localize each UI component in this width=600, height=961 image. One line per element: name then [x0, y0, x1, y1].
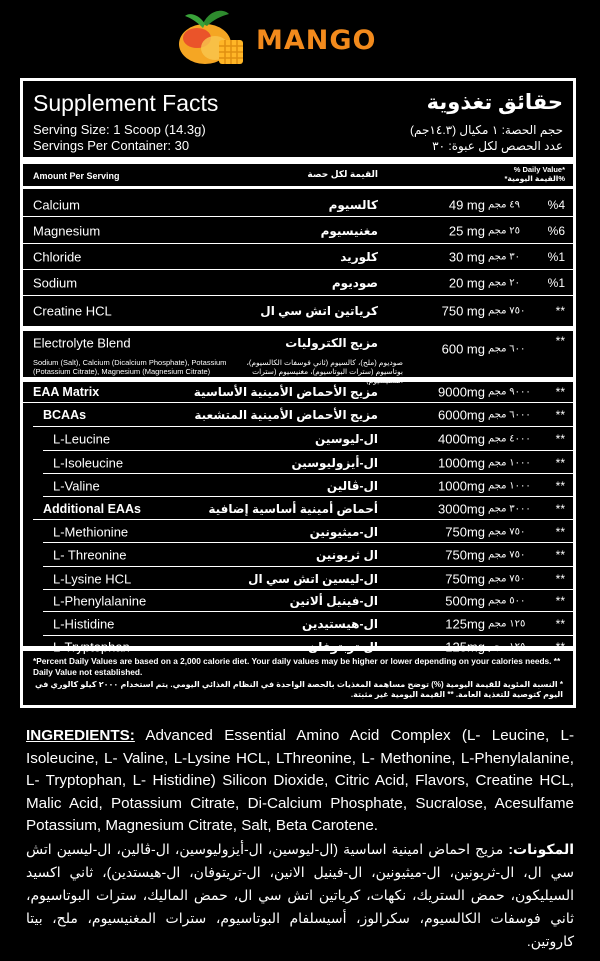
- facts-row: [23, 520, 573, 543]
- serving-size: Serving Size: 1 Scoop (14.3g): [33, 122, 206, 137]
- nutrient-name: L- Threonine: [53, 547, 127, 563]
- amount-arabic: ٧٥٠ مجم: [488, 549, 526, 561]
- amount: 4000mg: [438, 431, 485, 447]
- facts-row: [23, 193, 573, 217]
- supplement-facts-panel: [20, 78, 576, 708]
- facts-row: [23, 590, 573, 612]
- panel-title: Supplement Facts: [33, 90, 219, 116]
- nutrient-name: BCAAs: [43, 408, 87, 422]
- amount: 750 mg: [441, 303, 485, 319]
- daily-value: **: [555, 594, 565, 608]
- ingredients-label: INGREDIENTS:: [26, 727, 135, 744]
- nutrient-name-arabic: مزيج الكتروليات: [285, 336, 378, 350]
- amount-header: Amount Per Serving: [33, 171, 120, 181]
- blend-components-arabic: صوديوم (ملح)، كالسيوم (ثاني فوسفات الكالسيوم)، بوتاسيوم (سترات البوتاسيوم)، مغنيسيوم (سترات: [246, 358, 403, 376]
- nutrient-name: EAA Matrix: [33, 385, 100, 399]
- amount: 750mg: [445, 524, 485, 539]
- nutrient-name: L-Isoleucine: [53, 455, 124, 470]
- ingredients-en: [26, 725, 574, 838]
- ingredients-label-arabic: المكونات:: [508, 841, 574, 857]
- nutrient-name: L-Leucine: [53, 431, 111, 447]
- nutrient-name: Additional EAAs: [43, 501, 141, 516]
- ingredients-ar: [26, 838, 574, 953]
- facts-row: [23, 497, 573, 520]
- daily-value: %4: [547, 198, 565, 212]
- amount: 25 mg: [448, 223, 485, 238]
- amount-header-arabic: القيمة لكل حصة: [307, 169, 378, 179]
- daily-value: **: [555, 334, 565, 348]
- amount-arabic: ٤٠٠٠ مجم: [488, 433, 531, 445]
- nutrient-name: Calcium: [33, 197, 80, 213]
- footnote: *Percent Daily Values are based on a 2,000 calorie diet. Your daily values may be higher or lower depending on your calories needs. ** Daily Value not established.: [33, 656, 561, 677]
- amount-arabic: ٢٠ مجم: [488, 277, 520, 289]
- nutrient-name-arabic: صوديوم: [331, 276, 378, 290]
- amount: 500mg: [445, 593, 485, 609]
- amount: 750mg: [445, 547, 485, 563]
- facts-row: [23, 244, 573, 270]
- facts-row: [23, 474, 573, 497]
- amount: 125mg: [445, 616, 485, 632]
- nutrient-name-arabic: مزيج الأحماض الأمينية المتشعبة: [194, 408, 378, 422]
- amount: 6000mg: [438, 407, 485, 423]
- amount: 750mg: [445, 571, 485, 586]
- amount-arabic: ٧٥٠ مجم: [488, 573, 526, 584]
- amount-arabic: ٣٠٠٠ مجم: [488, 503, 531, 514]
- amount: 1000mg: [438, 455, 485, 470]
- mango-icon: [175, 6, 247, 72]
- amount: 20 mg: [448, 275, 485, 291]
- daily-value: **: [555, 478, 565, 493]
- amount-arabic: ٥٠٠ مجم: [488, 595, 526, 607]
- nutrient-name-arabic: ال-فينيل ألانين: [289, 594, 378, 608]
- facts-row: [23, 543, 573, 567]
- nutrient-name: L-Valine: [53, 478, 100, 493]
- blend-components: Sodium (Salt), Calcium (Dicalcium Phosphate), Potassium (Potassium Citrate), Magnesium (Magnesium Citrate): [33, 358, 227, 376]
- amount-arabic: ١٠٠٠ مجم: [488, 457, 531, 468]
- nutrient-name: Electrolyte Blend: [33, 335, 131, 351]
- nutrient-name-arabic: كالسيوم: [328, 198, 378, 212]
- daily-value: **: [555, 524, 565, 539]
- facts-row: [23, 612, 573, 636]
- daily-value: **: [555, 304, 565, 318]
- footnote-arabic: * النسبة المئوية للقيمة اليومية (%) توضح مساهمة المغذيات بالحصة الواحدة في النظام الغذائي اليومي. يتم استخدام ٢٠٠٠ كيلو كالوري في اليوم كتوصية للتغذية العامة. ** القيمة اليومية غير مثبتة.: [34, 680, 563, 699]
- amount-arabic: ٦٠٠ مجم: [488, 343, 526, 355]
- nutrient-name-arabic: مغنيسيوم: [320, 223, 378, 238]
- facts-row: [23, 381, 573, 403]
- amount: 3000mg: [438, 501, 485, 516]
- amount-arabic: ٧٥٠ مجم: [488, 305, 526, 317]
- nutrient-name-arabic: ال-ليسين اتش سي ال: [248, 571, 378, 586]
- daily-value: **: [555, 501, 565, 516]
- daily-value: **: [555, 432, 565, 446]
- facts-row: [23, 331, 573, 381]
- nutrient-name-arabic: ال-ڤالين: [326, 478, 378, 493]
- nutrient-name: L-Phenylalanine: [53, 593, 147, 609]
- facts-row: [23, 270, 573, 296]
- facts-row: [23, 451, 573, 474]
- amount: 600 mg: [441, 341, 485, 357]
- amount: 49 mg: [448, 197, 485, 213]
- amount-arabic: ٢٥ مجم: [488, 225, 520, 236]
- amount-arabic: ٩٠٠٠ مجم: [488, 386, 531, 398]
- daily-value: **: [555, 408, 565, 422]
- daily-value: **: [555, 617, 565, 631]
- nutrient-name: Magnesium: [33, 223, 101, 238]
- daily-value: **: [555, 571, 565, 586]
- amount-arabic: ٦٠٠٠ مجم: [488, 409, 531, 421]
- nutrient-name: L-Methionine: [53, 524, 129, 539]
- amount: 1000mg: [438, 478, 485, 493]
- daily-value: **: [555, 548, 565, 562]
- facts-row: [23, 403, 573, 427]
- nutrient-name-arabic: أحماض أمينية أساسية إضافية: [208, 501, 378, 516]
- amount: 30 mg: [448, 249, 485, 265]
- divider-thick: [23, 646, 573, 651]
- daily-value: **: [555, 385, 565, 399]
- nutrient-name-arabic: كلوريد: [340, 250, 378, 264]
- nutrient-name-arabic: كرياتين اتش سي ال: [260, 304, 378, 318]
- nutrient-name-arabic: ال-ليوسين: [315, 432, 378, 446]
- nutrient-name: Creatine HCL: [33, 303, 112, 319]
- daily-value: **: [555, 455, 565, 470]
- nutrient-name-arabic: ال-هيستيدين: [302, 617, 378, 631]
- nutrient-name-arabic: ال ثريونين: [315, 548, 378, 562]
- amount-arabic: ٧٥٠ مجم: [488, 526, 526, 537]
- amount: 9000mg: [438, 384, 485, 400]
- dv-header: % Daily Value* %القيمة اليومية*: [504, 165, 565, 183]
- flavor-title: MANGO: [256, 25, 377, 56]
- nutrient-name-arabic: ال-ميثيونين: [309, 524, 378, 539]
- nutrient-name-arabic: مزيج الأحماض الأمينية الأساسية: [193, 385, 378, 399]
- divider-thick: [23, 157, 573, 164]
- header: [0, 0, 600, 78]
- divider-header: [23, 186, 573, 189]
- nutrient-name-arabic: ال-أيزوليوسين: [291, 455, 378, 470]
- panel-title-arabic: حقائق تغذوية: [426, 91, 563, 114]
- facts-row: [23, 427, 573, 451]
- daily-value: %1: [547, 250, 565, 264]
- facts-row: [23, 217, 573, 244]
- amount-arabic: ١٢٥ مجم: [488, 618, 526, 630]
- nutrient-name: Sodium: [33, 275, 78, 291]
- facts-row: [23, 567, 573, 590]
- amount-arabic: ١٠٠٠ مجم: [488, 480, 531, 491]
- servings-per-container: Servings Per Container: 30: [33, 138, 190, 153]
- daily-value: %6: [547, 223, 565, 238]
- daily-value: %1: [547, 276, 565, 290]
- servings-per-container-arabic: عدد الحصص لكل عبوة: ٣٠: [432, 139, 563, 153]
- amount-arabic: ٣٠ مجم: [488, 251, 520, 263]
- ingredients-text-arabic: مزيج احماض امينية اساسية (ال-ليوسين، ال-أيزوليوسين، ال-ڤالين، ال-ليسين اتش سي ال، ال-ثريونين، ال-ميثيونين، ال-فينيل الانين، ال-تريتوفان، ال-هيستدين)، ثاني اكسيد السيليكون، حمض الستريك، نكهات، كرياتين اتش سي ال، حمض الماليك، سترات البوتاسيوم، ثاني فوسفات الكالسيوم، سكرالوز، أسيسلفام البوتاسيوم، سترات المغنيسيوم، ملح، بيتا كاروتين.: [26, 841, 574, 949]
- nutrient-name: Chloride: [33, 249, 82, 265]
- serving-size-arabic: حجم الحصة: ١ مكيال (١٤.٣جم): [410, 123, 563, 137]
- nutrient-name: L-Lysine HCL: [53, 571, 132, 586]
- ingredients-text: Advanced Essential Amino Acid Complex (L- Leucine, L-Isoleucine, L- Valine, L-Lysine HCL, LThreonine, L- Methonine, L-Phenylalanine, L- Tryptophan, L- Histidine) Silicon Dioxide, Citric Acid, Flavors, Creatine HCL, Malic Acid, Potassium Citrate, Di-Calcium Phosphate, Sucralose, Acesulfame Potassium, Magnesium Citrate, Salt, Beta Carotene.: [26, 727, 574, 834]
- amount-arabic: ٤٩ مجم: [488, 199, 520, 211]
- nutrient-name: L-Histidine: [53, 616, 115, 632]
- facts-row: [23, 296, 573, 326]
